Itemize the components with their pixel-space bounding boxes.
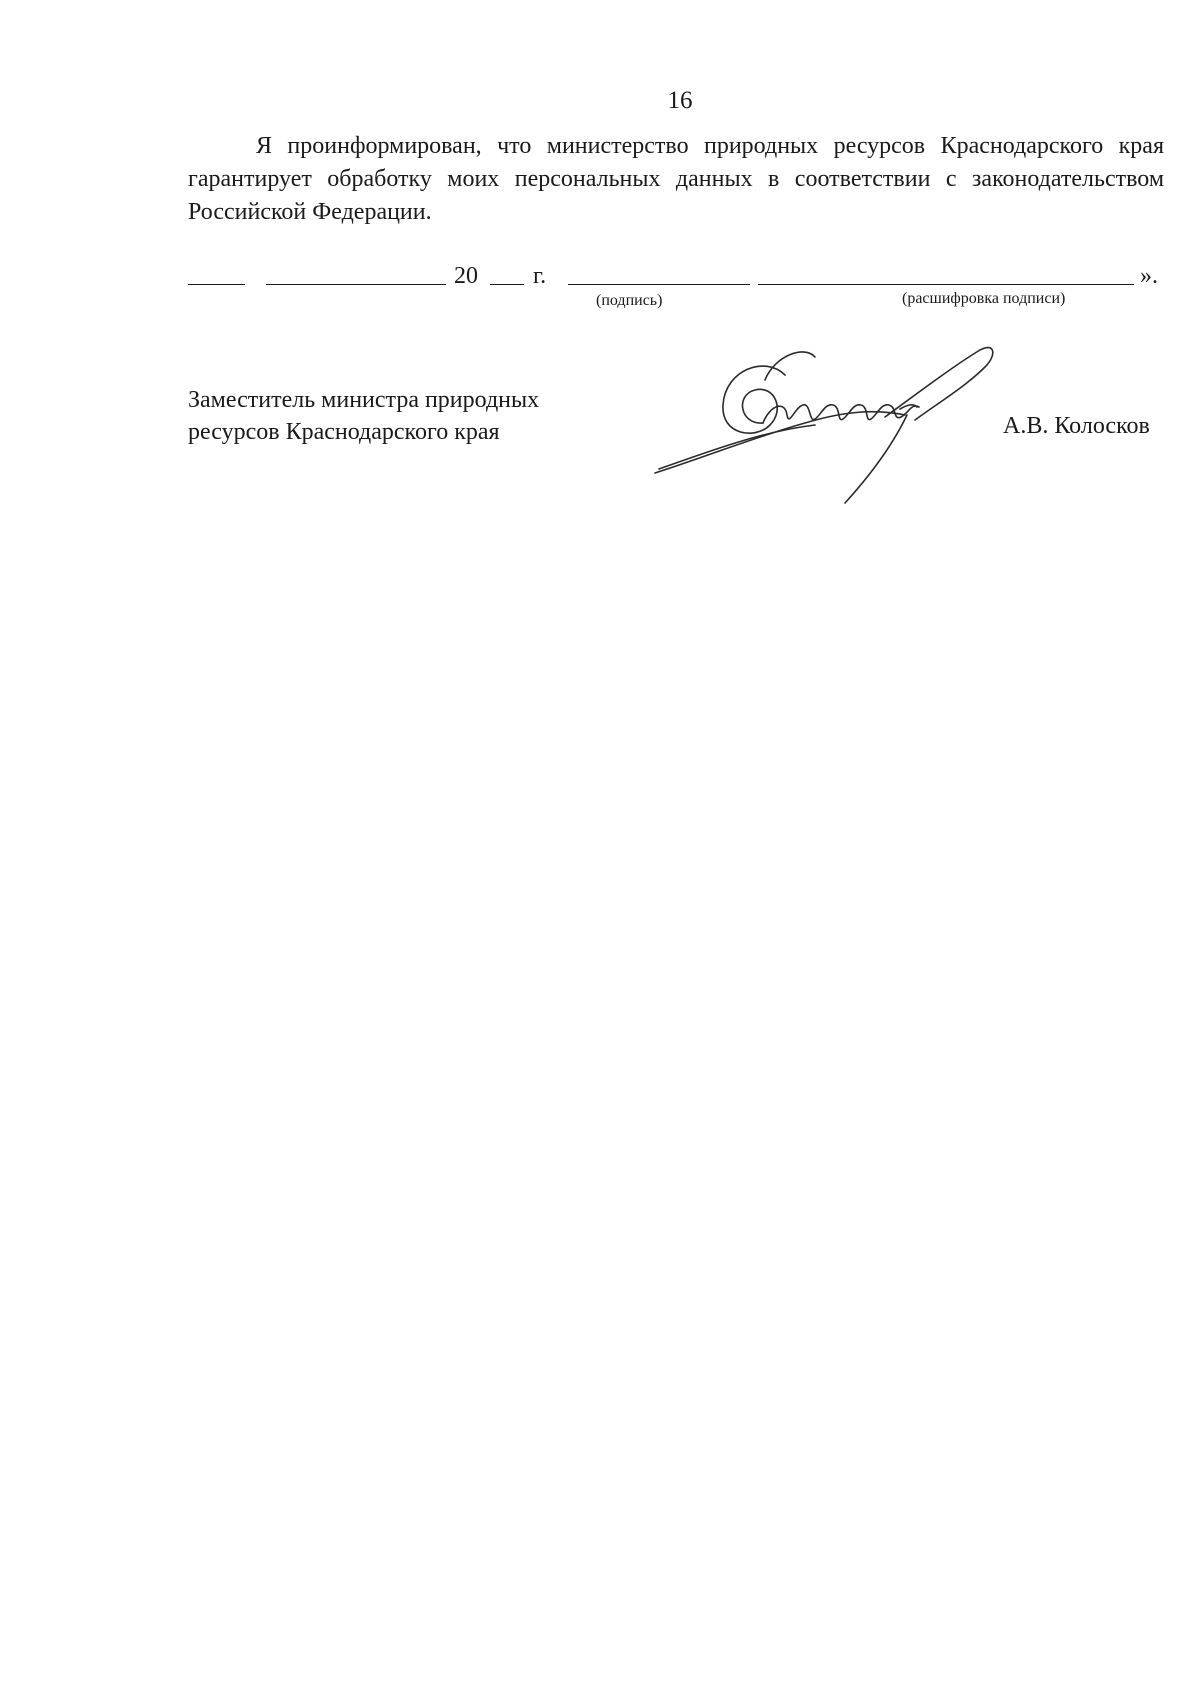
page-number: 16 [667,87,693,114]
closing-quote: ». [1140,263,1158,289]
signer-position-line1: Заместитель министра природных [188,387,540,413]
signature-blank [568,284,750,285]
month-blank [266,284,446,285]
decoding-caption: (расшифровка подписи) [902,290,1066,307]
year-blank [490,284,524,285]
signer-position-line2: ресурсов Краснодарского края [188,419,500,445]
signature-caption: (подпись) [596,292,663,309]
day-blank [188,284,245,285]
consent-paragraph: Я проинформирован, что министерство природных ресурсов Краснодарского края гарантирует обработку моих персональных данных в соответствии с законодательством Российской Федерации. [188,133,1164,225]
year-prefix: 20 [454,263,478,289]
decoding-blank [758,284,1134,285]
handwritten-signature [645,345,1025,505]
signer-name: А.В. Колосков [1003,413,1150,439]
signer-position [188,384,539,448]
year-suffix: г. [533,263,547,289]
date-signature-line [188,261,1178,291]
